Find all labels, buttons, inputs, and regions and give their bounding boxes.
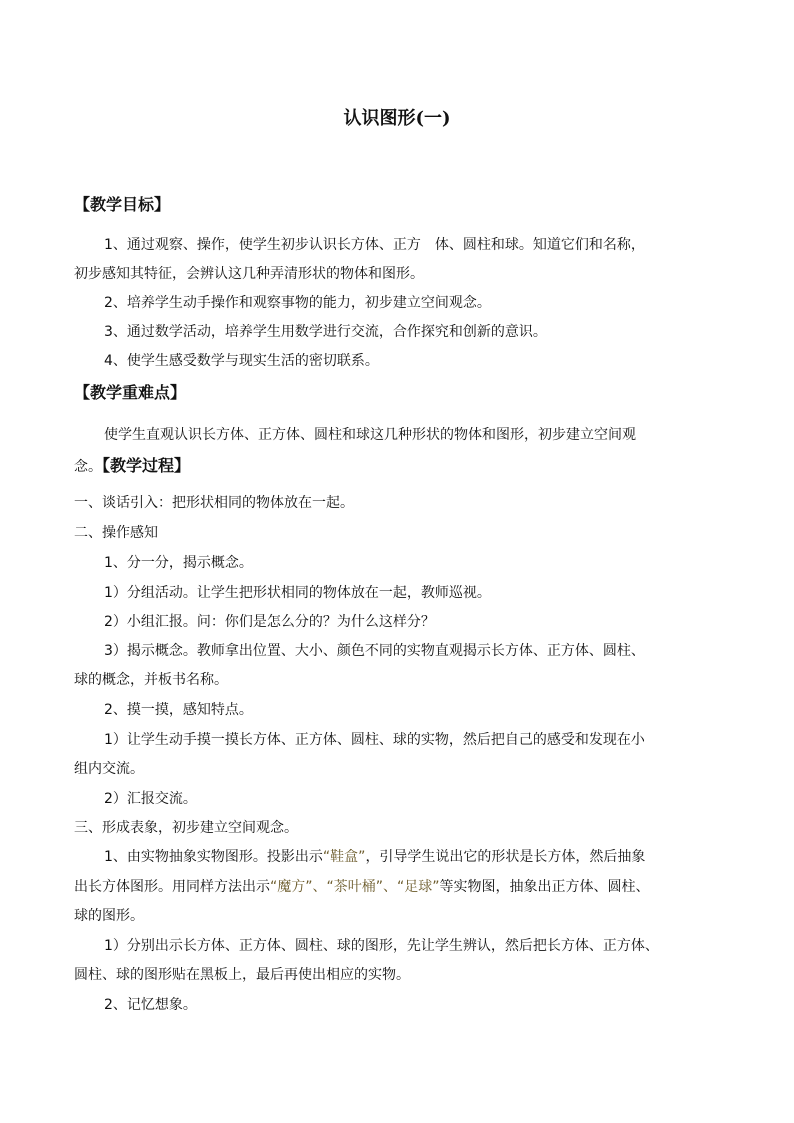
goal-1-line-1: 1、通过观察、操作，使学生初步认识长方体、正方 体、圆柱和球。知道它们和名称， <box>104 237 645 253</box>
process-step-1: 一、谈话引入：把形状相同的物体放在一起。 <box>74 495 354 511</box>
key-points-line-1: 使学生直观认识长方体、正方体、圆柱和球这几种形状的物体和图形，初步建立空间观 <box>104 427 636 443</box>
shoebox-quote: “鞋盒” <box>322 849 366 865</box>
goals-heading: 【教学目标】 <box>74 195 171 214</box>
process-step-3: 三、形成表象，初步建立空间观念。 <box>74 820 298 836</box>
process-step-2-1-3-line-2: 球的概念，并板书名称。 <box>74 672 228 688</box>
process-heading: 【教学过程】 <box>102 456 191 475</box>
process-step-3-1-line-2 <box>74 876 734 896</box>
key-points-line-2 <box>74 453 734 476</box>
process-step-2: 二、操作感知 <box>74 525 158 541</box>
goal-2: 2、培养学生动手操作和观察事物的能力，初步建立空间观念。 <box>104 295 491 311</box>
process-step-3-1-1-line-2: 圆柱、球的图形贴在黑板上，最后再使出相应的实物。 <box>74 967 410 983</box>
goal-3: 3、通过数学活动，培养学生用数学进行交流，合作探究和创新的意识。 <box>104 324 547 340</box>
process-step-2-2-1-line-1: 1）让学生动手摸一摸长方体、正方体、圆柱、球的实物，然后把自己的感受和发现在小 <box>104 732 645 748</box>
process-step-2-1-2: 2）小组汇报。问：你们是怎么分的？为什么这样分？ <box>104 614 435 630</box>
process-step-3-1-line-1 <box>74 846 764 866</box>
step-3-1-text-b: ，引导学生说出它的形状是长方体，然后抽象 <box>365 849 646 865</box>
process-step-2-2-2: 2）汇报交流。 <box>104 791 197 807</box>
document-title: 认识图形(一) <box>343 108 451 129</box>
process-step-3-1-1-line-1: 1）分别出示长方体、正方体、圆柱、球的图形，先让学生辨认，然后把长方体、正方体、 <box>104 938 659 954</box>
process-step-3-1-line-3: 球的图形。 <box>74 908 144 924</box>
goal-4: 4、使学生感受数学与现实生活的密切联系。 <box>104 353 379 369</box>
objects-quote: “魔方”、“茶叶桶”、“足球” <box>270 879 440 895</box>
step-3-1-text-d: 等实物图，抽象出正方体、圆柱、 <box>439 879 650 895</box>
process-step-3-2: 2、记忆想象。 <box>104 997 197 1013</box>
process-step-2-1-3-line-1: 3）揭示概念。教师拿出位置、大小、颜色不同的实物直观揭示长方体、正方体、圆柱、 <box>104 643 645 659</box>
key-points-heading: 【教学重难点】 <box>74 383 187 402</box>
process-step-2-2: 2、摸一摸，感知特点。 <box>104 702 253 718</box>
process-step-2-1-1: 1）分组活动。让学生把形状相同的物体放在一起，教师巡视。 <box>104 585 491 601</box>
key-points-line-2-text: 念。 <box>74 459 102 475</box>
step-3-1-text-a: 1、由实物抽象实物图形。投影出示 <box>104 849 323 865</box>
goal-1-line-2: 初步感知其特征，会辨认这几种弄清形状的物体和图形。 <box>74 266 424 282</box>
step-3-1-text-c: 出长方体图形。用同样方法出示 <box>74 879 270 895</box>
process-step-2-2-1-line-2: 组内交流。 <box>74 761 144 777</box>
process-step-2-1: 1、分一分，揭示概念。 <box>104 555 253 571</box>
